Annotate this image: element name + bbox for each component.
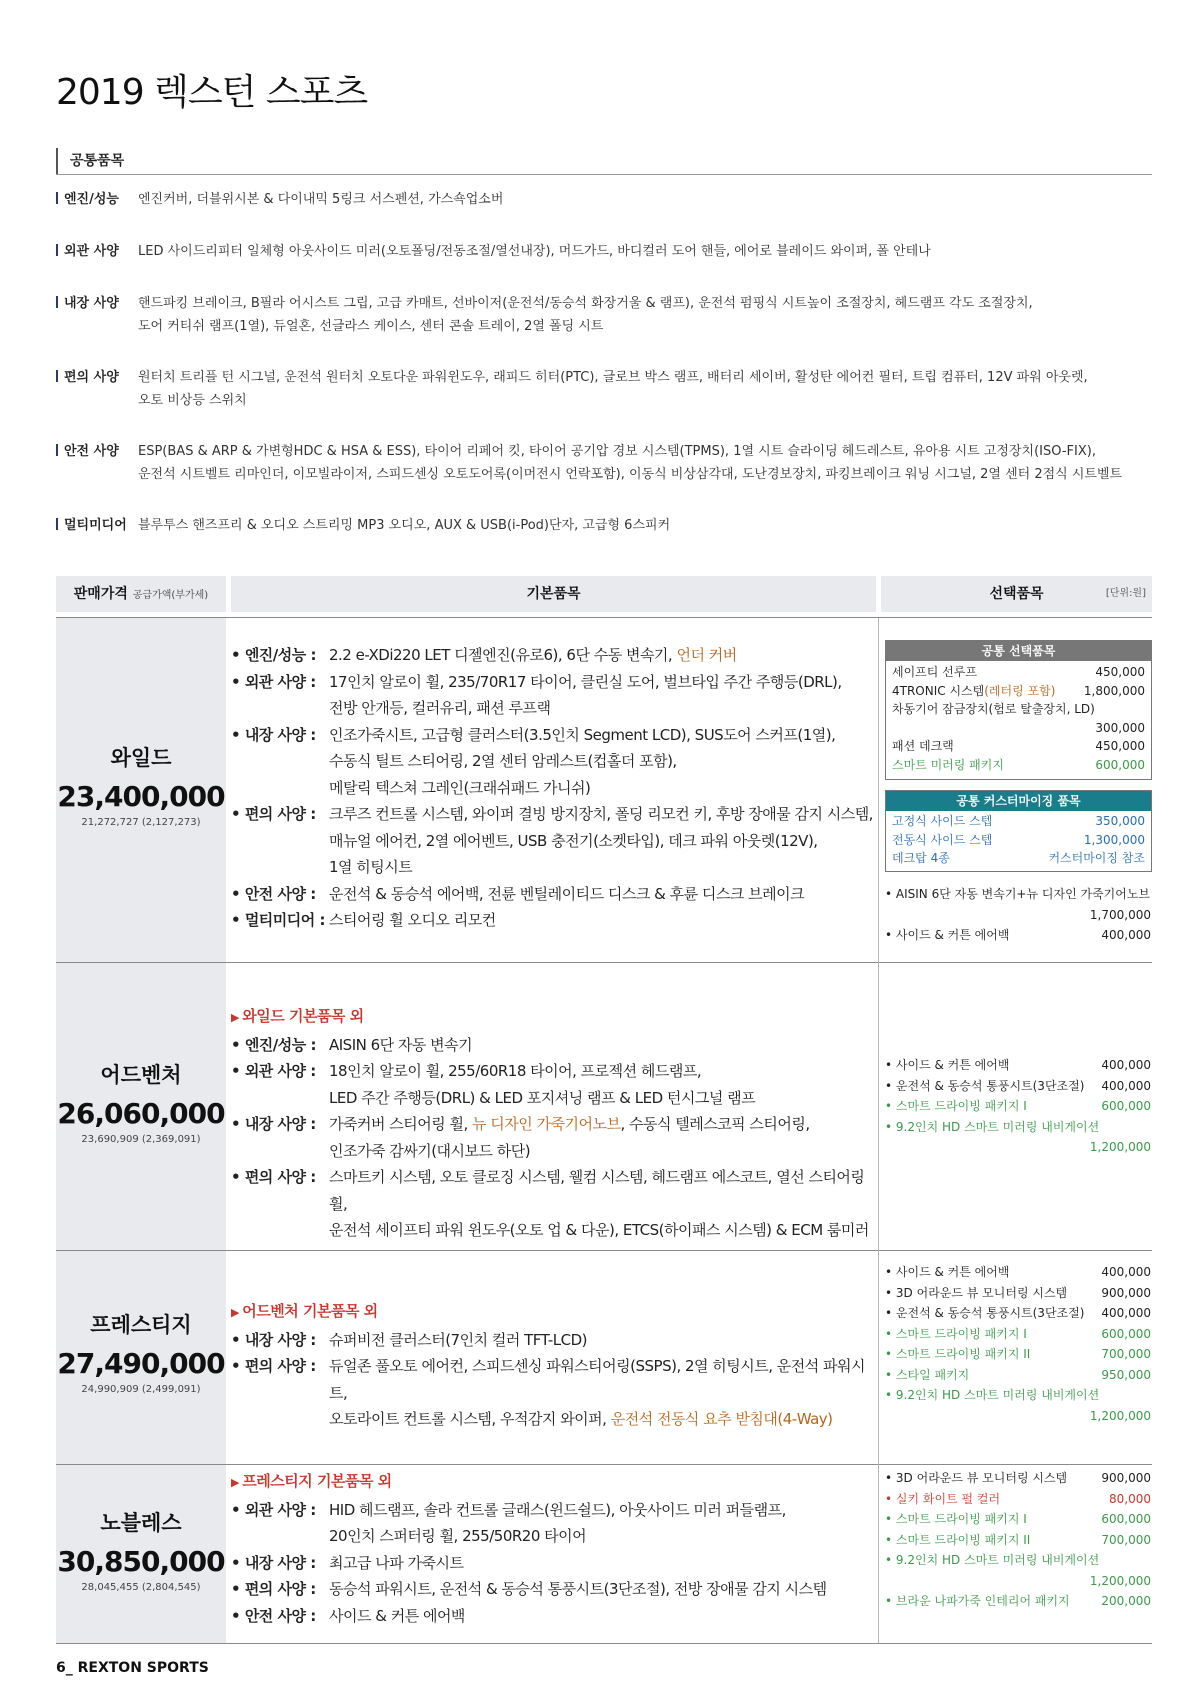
common-item-label: 멀티미디어: [56, 514, 134, 537]
list-item: 300,000: [1095, 720, 1145, 735]
row-divider: [56, 1643, 1152, 1644]
list-item: • 내장 사양 : 인조가죽시트, 고급형 클러스터(3.5인치 Segment LCD), SUS도어 스커프(1열), 수동식 틸트 스티어링, 2열 센터 암레스트(컵홀더 포함), 메탈릭 텍스쳐 그레인(크래쉬패드 가니쉬): [231, 722, 876, 802]
prestige-options: [885, 1262, 1151, 1426]
header-price: 판매가격 공급가액(부가세): [56, 576, 226, 612]
list-item: • 멀티미디어 : 스티어링 휠 오디오 리모컨: [231, 907, 876, 934]
header-option: 선택품목 [단위:원]: [881, 576, 1152, 612]
adventure-basic-items: [231, 1003, 876, 1244]
list-item: • 스마트 드라이빙 패키지 I 600,000: [885, 1324, 1151, 1345]
basic-items-title: ▶ 어드벤처 기본품목 외: [231, 1298, 876, 1327]
row-divider: [56, 962, 1152, 963]
list-item: • 외관 사양 : 17인치 알로이 휠, 235/70R17 타이어, 클린실 도어, 벌브타입 주간 주행등(DRL), 전방 안개등, 컬러유리, 패션 루프랙: [231, 669, 876, 722]
list-item: • 사이드 & 커튼 에어백 400,000: [885, 1262, 1151, 1283]
list-item: • 9.2인치 HD 스마트 미러링 내비게이션: [885, 1117, 1151, 1138]
common-item-label: 외관 사양: [56, 240, 134, 263]
noblesse-options: [885, 1468, 1151, 1612]
list-item: • 9.2인치 HD 스마트 미러링 내비게이션: [885, 1550, 1151, 1571]
trim-price: 27,490,000: [57, 1347, 225, 1380]
customizing-option-box: 공통 커스터마이징 품목 고정식 사이드 스텝 350,000 전동식 사이드 스텝 1,300,000 데크탑 4종 커스터마이징 참조: [885, 790, 1152, 872]
common-item-label: 편의 사양: [56, 366, 134, 389]
common-item-value: 블루투스 핸즈프리 & 오디오 스트리밍 MP3 오디오, AUX & USB(i-Pod)단자, 고급형 6스피커: [138, 518, 671, 533]
common-item-value: 엔진커버, 더블위시본 & 다이내믹 5링크 서스펜션, 가스쇽업소버: [138, 192, 504, 207]
list-item: 4TRONIC 시스템(레터링 포함) 1,800,000: [892, 683, 1145, 698]
common-section-heading: 공통품목: [56, 146, 1152, 175]
list-item: • 편의 사양 : 스마트키 시스템, 오토 클로징 시스템, 웰컴 시스템, 헤드램프 에스코트, 열선 스티어링 휠, 운전석 세이프티 파워 윈도우(오토 업 & 다운), ETCS(하이패스 시스템) & ECM 룸미러: [231, 1164, 876, 1244]
header-basic: 기본품목: [231, 576, 876, 612]
list-item: • 스마트 드라이빙 패키지 II 700,000: [885, 1344, 1151, 1365]
list-item: • 내장 사양 : 최고급 나파 가죽시트: [231, 1550, 876, 1577]
trim-price: 26,060,000: [57, 1097, 225, 1130]
basic-items-title: ▶ 프레스티지 기본품목 외: [231, 1468, 876, 1497]
trim-prestige-price: [56, 1251, 226, 1464]
list-item: 1,200,000: [1089, 1408, 1151, 1423]
list-item: • 외관 사양 : 18인치 알로이 휠, 255/60R18 타이어, 프로젝션 헤드램프, LED 주간 주행등(DRL) & LED 포지셔닝 램프 & LED 턴시그널 램프: [231, 1058, 876, 1111]
list-item: 패션 데크랙 450,000: [892, 739, 1145, 753]
list-item: • 사이드 & 커튼 에어백 400,000: [885, 1055, 1151, 1076]
basic-items-title: ▶ 와일드 기본품목 외: [231, 1003, 876, 1032]
common-item-value: LED 사이드리피터 일체형 아웃사이드 미러(오토폴딩/전동조절/열선내장), 머드가드, 바디컬러 도어 핸들, 에어로 블레이드 와이퍼, 폴 안테나: [138, 244, 931, 259]
trim-supply-price: 23,690,909 (2,369,091): [81, 1134, 201, 1145]
list-item: • 브라운 나파가죽 인테리어 패키지 200,000: [885, 1591, 1151, 1612]
trim-name: 와일드: [110, 746, 172, 770]
list-item: 차동기어 잠금장치(험로 탈출장치, LD): [892, 702, 1095, 716]
adventure-options: [885, 1055, 1151, 1158]
common-item-label: 엔진/성능: [56, 188, 134, 211]
trim-supply-price: 24,990,909 (2,499,091): [81, 1384, 201, 1395]
trim-wild-price: [56, 618, 226, 962]
common-item-value: 원터치 트리플 턴 시그널, 운전석 원터치 오토다운 파워윈도우, 래피드 히터(PTC), 글로브 박스 램프, 배터리 세이버, 활성탄 에어컨 필터, 트립 컴퓨터, 12V 파워 아웃렛, 오토 비상등 스위치: [138, 370, 1088, 408]
list-item: • 안전 사양 : 사이드 & 커튼 에어백: [231, 1603, 876, 1630]
list-item: • 내장 사양 : 가죽커버 스티어링 휠, 뉴 디자인 가죽기어노브, 수동식 텔레스코픽 스티어링, 인조가죽 감싸기(대시보드 하단): [231, 1111, 876, 1164]
list-item: 전동식 사이드 스텝 1,300,000: [892, 832, 1145, 847]
list-item: • 내장 사양 : 슈퍼비전 클러스터(7인치 컬러 TFT-LCD): [231, 1327, 876, 1354]
list-item: 세이프티 선루프 450,000: [892, 665, 1145, 679]
list-item: • 편의 사양 : 동승석 파워시트, 운전석 & 동승석 통풍시트(3단조절), 전방 장애물 감지 시스템: [231, 1576, 876, 1603]
list-item: • 편의 사양 : 크루즈 컨트롤 시스템, 와이퍼 결빙 방지장치, 폴딩 리모컨 키, 후방 장애물 감지 시스템, 매뉴얼 에어컨, 2열 에어벤트, USB 충전기(소켓타입), 데크 파워 아웃렛(12V), 1열 히팅시트: [231, 801, 876, 881]
list-item: 1,200,000: [1089, 1140, 1151, 1154]
list-item: 고정식 사이드 스텝 350,000: [892, 814, 1145, 828]
column-divider: [878, 618, 879, 1643]
trim-name: 노블레스: [100, 1511, 182, 1535]
trim-price: 23,400,000: [57, 780, 225, 813]
row-divider: [56, 1464, 1152, 1465]
trim-supply-price: 21,272,727 (2,127,273): [81, 817, 201, 828]
list-item: • 안전 사양 : 운전석 & 동승석 에어백, 전륜 벤틸레이티드 디스크 & 후륜 디스크 브레이크: [231, 881, 876, 908]
trim-name: 어드벤처: [100, 1063, 182, 1087]
common-item-label: 안전 사양: [56, 440, 134, 463]
common-item-value: 핸드파킹 브레이크, B필라 어시스트 그립, 고급 카매트, 선바이저(운전석/동승석 화장거울 & 램프), 운전석 펌핑식 시트높이 조절장치, 헤드램프 각도 조절장치, 도어 커티쉬 램프(1열), 듀얼혼, 선글라스 케이스, 센터 콘솔 트레이, 2열 폴딩 시트: [138, 296, 1033, 334]
page-footer: 6_ REXTON SPORTS: [56, 1660, 209, 1676]
row-divider: [56, 617, 1152, 618]
noblesse-basic-items: [231, 1468, 876, 1629]
list-item: • 사이드 & 커튼 에어백 400,000: [885, 925, 1151, 946]
common-item-value: ESP(BAS & ARP & 가변형HDC & HSA & ESS), 타이어 리페어 킷, 타이어 공기압 경보 시스템(TPMS), 1열 시트 슬라이딩 헤드레스트, 유아용 시트 고정장치(ISO-FIX), 운전석 시트벨트 리마인더, 이모빌라이저, 스피드센싱 오토도어록(이머전시 언락포함), 이동식 비상삼각대, 도난경보장치, 파킹브레이크 워닝 시그널, 2열 센터 2점식 시트벨트: [138, 444, 1123, 482]
list-item: • 스마트 드라이빙 패키지 I 600,000: [885, 1096, 1151, 1117]
trim-price: 30,850,000: [57, 1545, 225, 1578]
list-item: • 엔진/성능 : 2.2 e-XDi220 LET 디젤엔진(유로6), 6단 수동 변속기, 언더 커버: [231, 642, 876, 669]
list-item: • 엔진/성능 : AISIN 6단 자동 변속기: [231, 1032, 876, 1059]
list-item: • 스마트 드라이빙 패키지 I 600,000: [885, 1509, 1151, 1530]
list-item: • 스마트 드라이빙 패키지 II 700,000: [885, 1530, 1151, 1551]
wild-basic-items: [231, 642, 876, 934]
trim-name: 프레스티지: [90, 1313, 192, 1337]
list-item: • 운전석 & 동승석 통풍시트(3단조절) 400,000: [885, 1303, 1151, 1324]
list-item: 스마트 미러링 패키지 600,000: [892, 757, 1145, 772]
trim-noblesse-price: [56, 1465, 226, 1643]
list-item: • 외관 사양 : HID 헤드램프, 솔라 컨트롤 글래스(윈드쉴드), 아웃사이드 미러 퍼들램프, 20인치 스퍼터링 휠, 255/50R20 타이어: [231, 1497, 876, 1550]
list-item: 데크탑 4종 커스터마이징 참조: [892, 851, 1145, 865]
list-item: • 실키 화이트 펄 컬러 80,000: [885, 1489, 1151, 1510]
trim-supply-price: 28,045,455 (2,804,545): [81, 1582, 201, 1593]
list-item: • 운전석 & 동승석 통풍시트(3단조절) 400,000: [885, 1076, 1151, 1097]
list-item: • 편의 사양 : 듀얼존 풀오토 에어컨, 스피드센싱 파워스티어링(SSPS), 2열 히팅시트, 운전석 파워시트, 오토라이트 컨트롤 시스템, 우적감지 와이퍼, 운전석 전동식 요추 받침대(4-Way): [231, 1353, 876, 1433]
page-title: 2019 렉스턴 스포츠: [56, 72, 368, 113]
list-item: • 3D 어라운드 뷰 모니터링 시스템 900,000: [885, 1468, 1151, 1489]
prestige-basic-items: [231, 1298, 876, 1433]
list-item: 1,700,000: [1089, 907, 1151, 922]
common-option-box: 공통 선택품목 세이프티 선루프 450,000 4TRONIC 시스템(레터링 포함) 1,800,000 차동기어 잠금장치(험로 탈출장치, LD) 300,000 패션 데크랙 450,000 스마트 미러링 패키지 600,000: [885, 640, 1152, 780]
list-item: • 9.2인치 HD 스마트 미러링 내비게이션: [885, 1385, 1151, 1406]
list-item: • 스타일 패키지 950,000: [885, 1365, 1151, 1386]
list-item: • AISIN 6단 자동 변속기+뉴 디자인 가죽기어노브: [885, 884, 1151, 905]
list-item: • 3D 어라운드 뷰 모니터링 시스템 900,000: [885, 1283, 1151, 1304]
common-item-label: 내장 사양: [56, 292, 134, 315]
wild-extra-options: [885, 884, 1151, 946]
row-divider: [56, 1250, 1152, 1251]
trim-adventure-price: [56, 963, 226, 1250]
list-item: 1,200,000: [1089, 1573, 1151, 1588]
